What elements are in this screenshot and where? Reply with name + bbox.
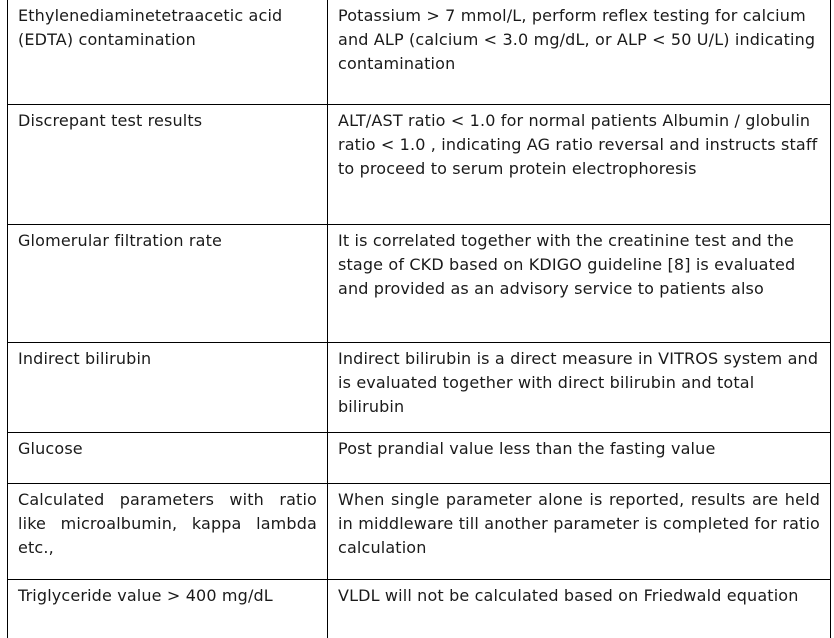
table-row [8,225,831,343]
condition-cell: Discrepant test results [8,105,328,225]
table-row [8,433,831,484]
condition-cell: Ethylenediaminetetraacetic acid (EDTA) contamination [8,0,328,105]
action-cell: VLDL will not be calculated based on Friedwald equation [328,580,831,638]
action-cell: Indirect bilirubin is a direct measure in VITROS system and is evaluated together with direct bilirubin and total bilirubin [328,343,831,433]
action-cell: ALT/AST ratio < 1.0 for normal patients Albumin / globulin ratio < 1.0 , indicating AG ratio reversal and instructs staff to proceed to serum protein electrophoresis [328,105,831,225]
table-row [8,343,831,433]
action-cell: Potassium > 7 mmol/L, perform reflex testing for calcium and ALP (calcium < 3.0 mg/dL, or ALP < 50 U/L) indicating contamination [328,0,831,105]
condition-cell: Calculated parameters with ratio like microalbumin, kappa lambda etc., [8,484,328,580]
rules-table [7,0,831,638]
action-cell: It is correlated together with the creatinine test and the stage of CKD based on KDIGO guideline [8] is evaluated and provided as an advisory service to patients also [328,225,831,343]
condition-cell: Glomerular filtration rate [8,225,328,343]
table-row [8,580,831,638]
condition-cell: Indirect bilirubin [8,343,328,433]
action-cell: When single parameter alone is reported, results are held in middleware till another parameter is completed for ratio calculation [328,484,831,580]
table-row [8,105,831,225]
condition-cell: Glucose [8,433,328,484]
table-row [8,0,831,105]
table-row [8,484,831,580]
condition-cell: Triglyceride value > 400 mg/dL [8,580,328,638]
action-cell: Post prandial value less than the fasting value [328,433,831,484]
